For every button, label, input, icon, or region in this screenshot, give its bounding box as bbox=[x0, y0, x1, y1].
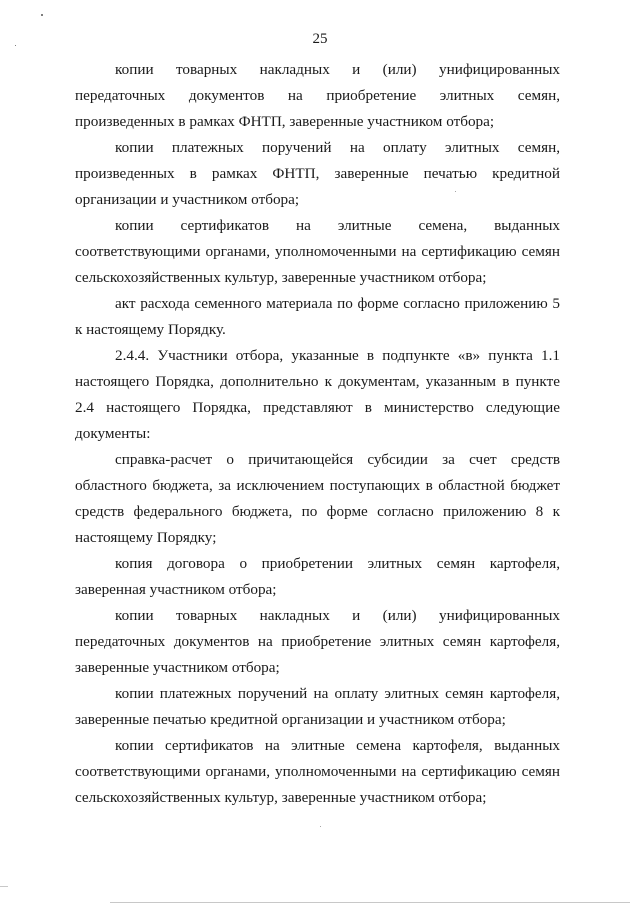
scan-edge-mark bbox=[0, 886, 8, 887]
paragraph: копии товарных накладных и (или) унифицированных передаточных документов на приобретение элитных семян картофеля, заверенные участником отбора; bbox=[75, 607, 560, 676]
paragraph: копии сертификатов на элитные семена, выданных соответствующими органами, уполномоченными на сертификацию семян сельскохозяйственных культур, заверенные участником отбора; bbox=[75, 217, 560, 286]
scan-speck bbox=[41, 14, 43, 16]
paragraph: копии платежных поручений на оплату элитных семян, произведенных в рамках ФНТП, заверенные печатью кредитной организации и участником отбора; bbox=[75, 139, 560, 208]
page-number: 25 bbox=[312, 31, 328, 47]
paragraph: копии платежных поручений на оплату элитных семян картофеля, заверенные печатью кредитной организации и участником отбора; bbox=[75, 685, 560, 728]
paragraph: справка-расчет о причитающейся субсидии за счет средств областного бюджета, за исключением поступающих в областной бюджет средств федерального бюджета, по форме согласно приложению 8 к настоящему Порядку; bbox=[75, 451, 560, 546]
paragraph: копии товарных накладных и (или) унифицированных передаточных документов на приобретение элитных семян, произведенных в рамках ФНТП, заверенные участником отбора; bbox=[75, 61, 560, 130]
scan-edge-mark bbox=[110, 902, 630, 903]
paragraph: копия договора о приобретении элитных семян картофеля, заверенная участником отбора; bbox=[75, 555, 560, 598]
paragraph: 2.4.4. Участники отбора, указанные в подпункте «в» пункта 1.1 настоящего Порядка, дополнительно к документам, указанным в пункте 2.4 настоящего Порядка, представляют в министерство следующие документы: bbox=[75, 347, 560, 442]
document-body bbox=[75, 57, 560, 811]
scan-speck bbox=[320, 826, 321, 827]
paragraph: акт расхода семенного материала по форме согласно приложению 5 к настоящему Порядку. bbox=[75, 295, 560, 338]
paragraph: копии сертификатов на элитные семена картофеля, выданных соответствующими органами, уполномоченными на сертификацию семян сельскохозяйственных культур, заверенные участником отбора; bbox=[75, 737, 560, 806]
